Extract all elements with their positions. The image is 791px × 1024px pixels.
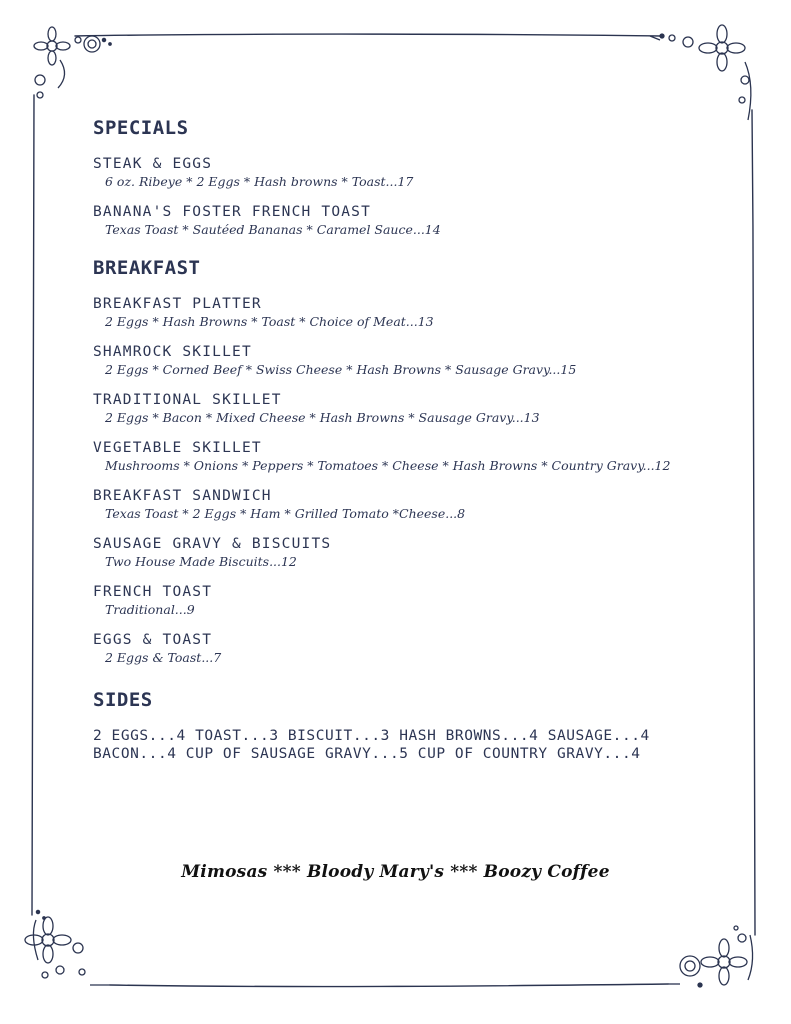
menu-item (93, 535, 733, 571)
menu-item-name: SHAMROCK SKILLET (93, 344, 252, 360)
flower-corner-icon (34, 27, 111, 98)
section-title-sides: SIDES (93, 689, 153, 711)
menu-item-description: Texas Toast * 2 Eggs * Ham * Grilled Tomato *Cheese...8 (105, 506, 466, 521)
sides-line: BACON...4 CUP OF SAUSAGE GRAVY...5 CUP OF COUNTRY GRAVY...4 (93, 746, 641, 762)
menu-item (93, 203, 733, 239)
menu-item-description: 2 Eggs * Bacon * Mixed Cheese * Hash Browns * Sausage Gravy...13 (105, 410, 540, 425)
menu-item (93, 583, 733, 619)
menu-item-name: EGGS & TOAST (93, 632, 213, 648)
sides-line: 2 EGGS...4 TOAST...3 BISCUIT...3 HASH BROWNS...4 SAUSAGE...4 (93, 728, 650, 744)
section-title-specials: SPECIALS (93, 117, 189, 139)
menu-item-description: Texas Toast * Sautéed Bananas * Caramel Sauce...14 (105, 222, 441, 237)
menu-item-description: 2 Eggs * Hash Browns * Toast * Choice of Meat...13 (105, 314, 434, 329)
menu-item (93, 391, 733, 427)
drinks-line: Mimosas *** Bloody Mary's *** Boozy Coffee (181, 862, 610, 882)
menu-item-name: BREAKFAST SANDWICH (93, 488, 272, 504)
flower-corner-icon (25, 910, 110, 985)
menu-content (93, 117, 733, 763)
menu-item-description: Two House Made Biscuits...12 (105, 554, 297, 569)
menu-item-description: Mushrooms * Onions * Peppers * Tomatoes * Cheese * Hash Browns * Country Gravy...12 (105, 458, 671, 473)
menu-item-description: 2 Eggs * Corned Beef * Swiss Cheese * Hash Browns * Sausage Gravy...15 (105, 362, 577, 377)
menu-item-description: Traditional...9 (105, 602, 195, 617)
breakfast-section (93, 257, 733, 667)
flower-corner-icon (650, 25, 751, 120)
menu-item-name: FRENCH TOAST (93, 584, 213, 600)
menu-item (93, 295, 733, 331)
section-title-breakfast: BREAKFAST (93, 257, 201, 279)
flower-corner-icon (668, 926, 753, 987)
menu-item-name: VEGETABLE SKILLET (93, 440, 262, 456)
menu-item (93, 155, 733, 191)
menu-item-description: 2 Eggs & Toast...7 (105, 650, 222, 665)
sides-section (93, 689, 733, 763)
menu-item (93, 487, 733, 523)
specials-section (93, 117, 733, 239)
menu-item (93, 343, 733, 379)
menu-item (93, 631, 733, 667)
menu-item-name: SAUSAGE GRAVY & BISCUITS (93, 536, 332, 552)
menu-item-name: TRADITIONAL SKILLET (93, 392, 282, 408)
menu-item-name: BANANA'S FOSTER FRENCH TOAST (93, 204, 372, 220)
menu-item-name: BREAKFAST PLATTER (93, 296, 262, 312)
menu-item-description: 6 oz. Ribeye * 2 Eggs * Hash browns * Toast...17 (105, 174, 414, 189)
menu-item (93, 439, 733, 475)
menu-item-name: STEAK & EGGS (93, 156, 213, 172)
